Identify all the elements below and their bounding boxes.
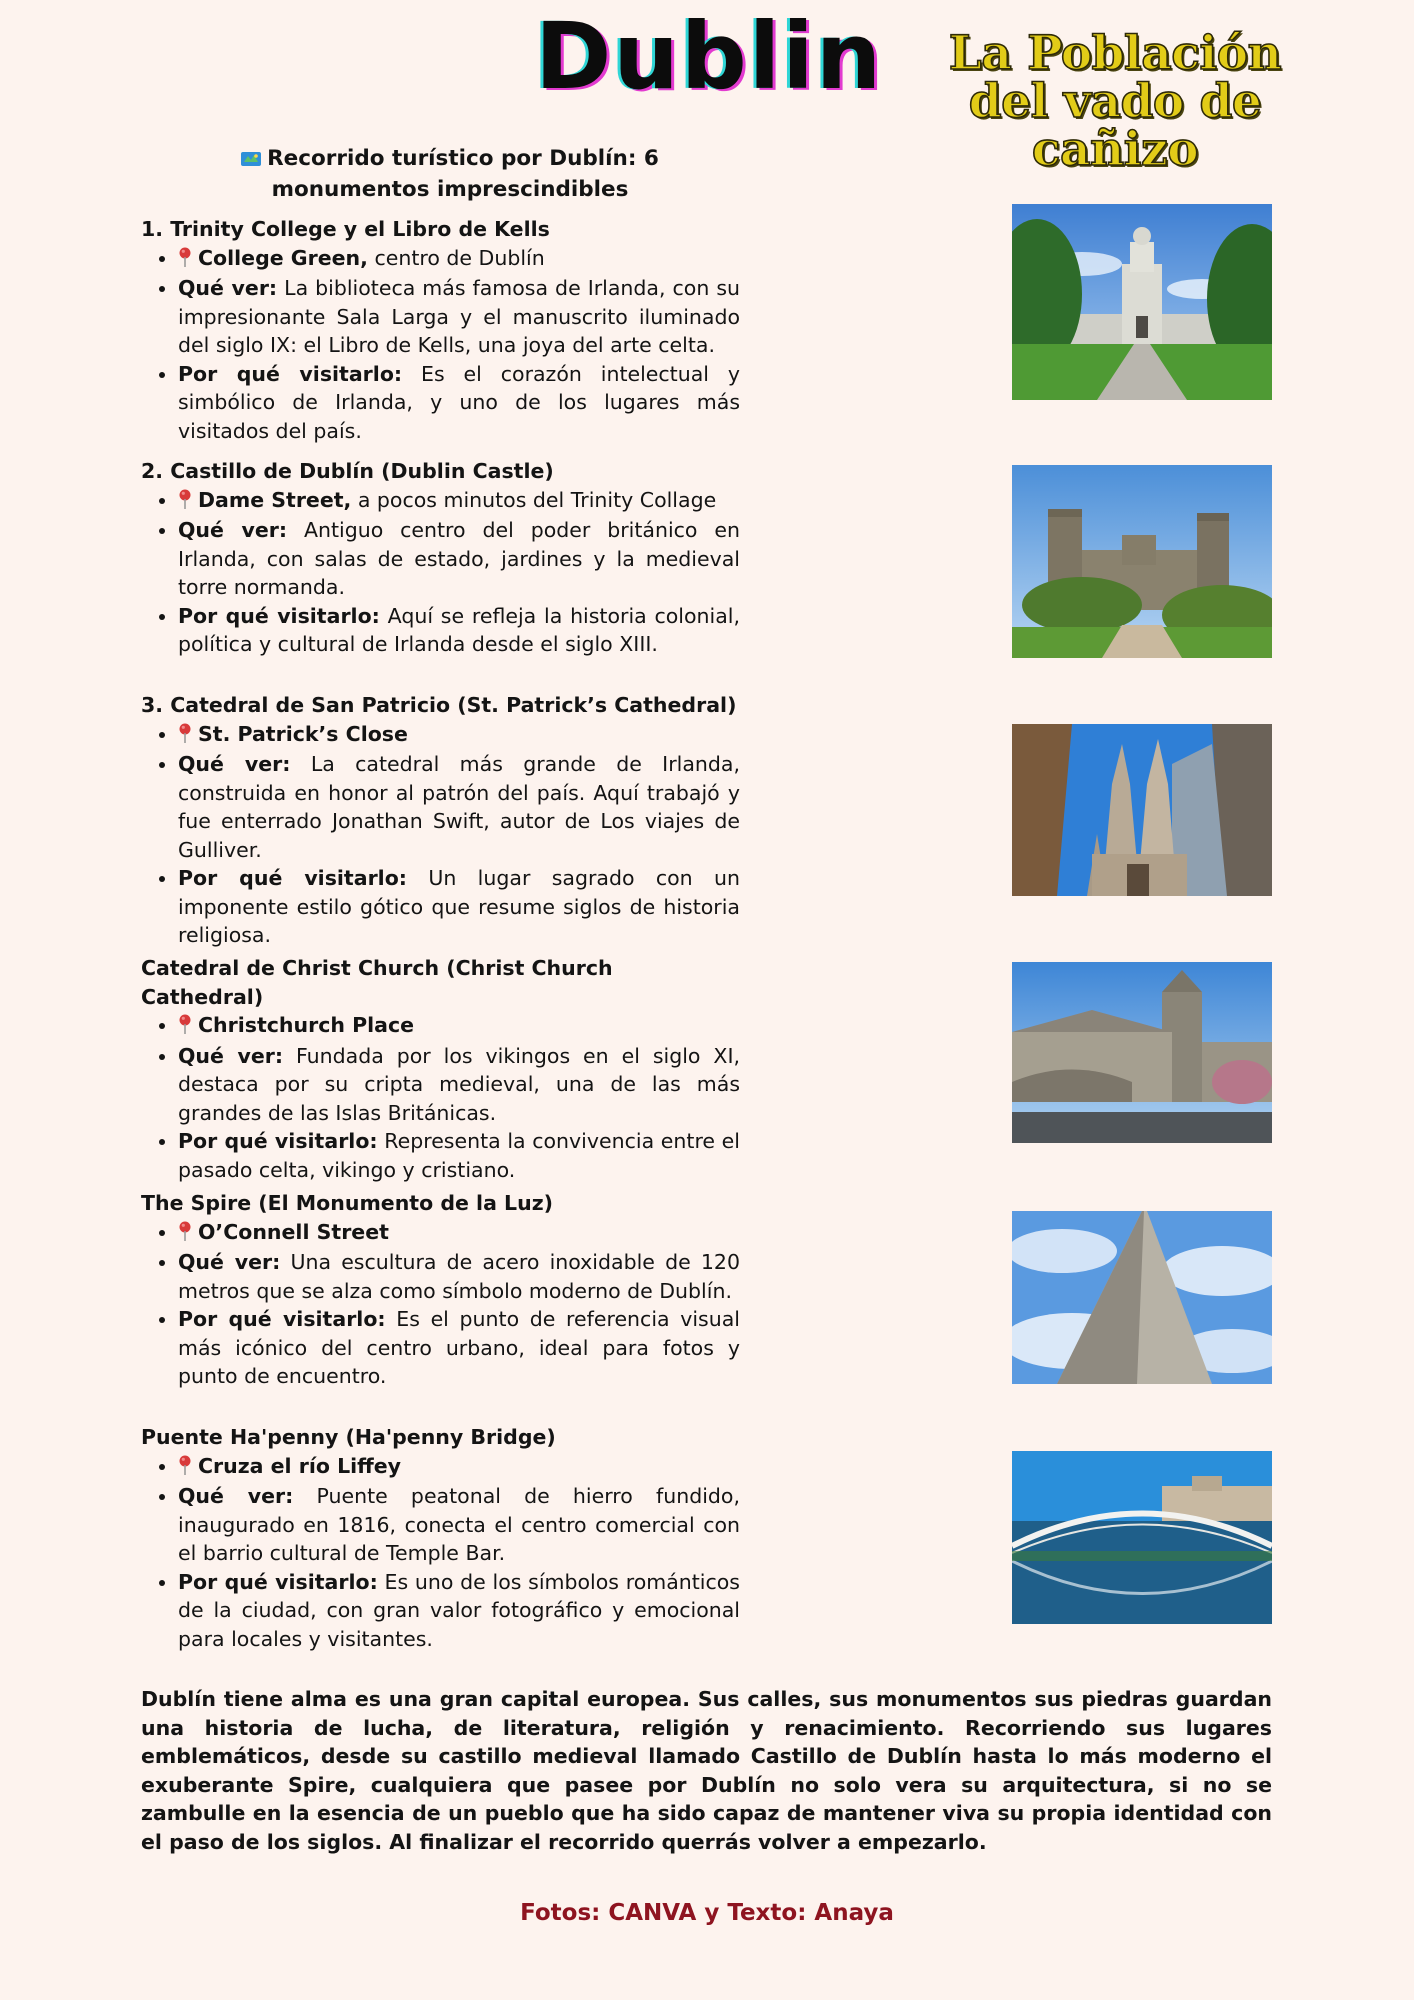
monument-section-st-patricks (141, 691, 740, 950)
why-label: Por qué visitarlo: (178, 361, 403, 386)
location-item (178, 486, 740, 517)
what-label: Qué ver: (178, 518, 288, 542)
photo-credits: Fotos: CANVA y Texto: Anaya (520, 1900, 894, 1926)
what-text: Fundada por los vikingos en el siglo XI, destaca por su cripta medieval, una de las más grandes de las Islas Británicas. (178, 1043, 741, 1125)
what-text: Una escultura de acero inoxidable de 120 metros que se alza como símbolo moderno de Dublín. (178, 1250, 740, 1303)
location-item (178, 244, 740, 275)
monument-section-hapenny (141, 1423, 740, 1653)
tour-heading-text: Recorrido turístico por Dublín: 6 monumentos imprescindibles (267, 146, 659, 202)
location-name: College Green, (198, 245, 368, 270)
tour-heading (160, 144, 740, 204)
location-item (178, 720, 740, 751)
spire-photo (1012, 1211, 1272, 1384)
what-text: Antiguo centro del poder británico en Irlanda, con salas de estado, jardines y la medieval torre normanda. (178, 518, 740, 599)
what-item (178, 516, 740, 602)
why-label: Por qué visitarlo: (178, 866, 407, 890)
what-item (178, 750, 740, 864)
why-label: Por qué visitarlo: (178, 1569, 378, 1594)
location-name: Cruza el río Liffey (198, 1453, 402, 1478)
why-item (178, 1127, 740, 1184)
section-title: 2. Castillo de Dublín (Dublin Castle) (141, 459, 554, 483)
what-item (178, 1042, 740, 1128)
location-item (178, 1011, 740, 1042)
pin-icon (178, 488, 192, 517)
why-item (178, 864, 740, 950)
why-text: Un lugar sagrado con un imponente estilo gótico que resume siglos de historia religiosa. (178, 866, 740, 947)
location-name: O’Connell Street (198, 1219, 389, 1244)
location-name: St. Patrick’s Close (198, 721, 408, 746)
pin-icon (178, 1013, 192, 1042)
what-label: Qué ver: (178, 1043, 284, 1068)
what-label: Qué ver: (178, 1484, 294, 1508)
st-patricks-photo (1012, 724, 1272, 896)
monument-section-christ-church (141, 954, 740, 1184)
why-item (178, 602, 740, 659)
pin-icon (178, 246, 192, 275)
what-label: Qué ver: (178, 276, 278, 300)
location-name: Christchurch Place (198, 1013, 415, 1037)
pin-icon (178, 1454, 192, 1483)
why-item (178, 360, 740, 446)
monument-section-spire (141, 1189, 740, 1391)
location-name: Dame Street, (198, 487, 352, 512)
location-item (178, 1218, 740, 1249)
location-detail: centro de Dublín (367, 245, 545, 270)
what-item (178, 274, 740, 360)
location-detail: a pocos minutos del Trinity Collage (351, 487, 717, 512)
pin-icon (178, 722, 192, 751)
why-text: Es el punto de referencia visual más icónico del centro urbano, ideal para fotos y punto de encuentro. (178, 1307, 740, 1388)
what-text: Puente peatonal de hierro fundido, inaugurado en 1816, conecta el centro comercial con el barrio cultural de Temple Bar. (178, 1484, 740, 1565)
section-title: Puente Ha'penny (Ha'penny Bridge) (141, 1425, 556, 1449)
why-text: Es uno de los símbolos románticos de la ciudad, con gran valor fotográfico y emocional para locales y visitantes. (178, 1569, 740, 1651)
why-item (178, 1305, 740, 1391)
why-text: Aquí se refleja la historia colonial, política y cultural de Irlanda desde el siglo XIII. (178, 603, 740, 656)
what-text: La biblioteca más famosa de Irlanda, con su impresionante Sala Larga y el manuscrito iluminado del siglo IX: el Libro de Kells, una joya del arte celta. (178, 276, 741, 357)
why-text: Es el corazón intelectual y simbólico de Irlanda, y uno de los lugares más visitados del país. (178, 361, 740, 443)
location-item (178, 1452, 740, 1483)
why-item (178, 1568, 740, 1654)
why-text: Representa la convivencia entre el pasado celta, vikingo y cristiano. (178, 1129, 740, 1182)
trinity-college-photo (1012, 204, 1272, 400)
why-label: Por qué visitarlo: (178, 1129, 378, 1153)
what-item (178, 1482, 740, 1568)
section-title: Catedral de Christ Church (Christ Church Cathedral) (141, 956, 613, 1009)
conclusion-paragraph: Dublín tiene alma es una gran capital europea. Sus calles, sus monumentos sus piedras guardan una historia de lucha, de literatura, religión y renacimiento. Recorriendo sus lugares emblemáticos, desde su castillo medieval llamado Castillo de Dublín hasta lo más moderno el exuberante Spire, cualquiera que pasee por Dublín no solo vera su arquitectura, si no se zambulle en la esencia de un pueblo que ha sido capaz de mantener viva su propia identidad con el paso de los siglos. Al finalizar el recorrido querrás volver a empezarlo. (141, 1687, 1272, 1854)
slogan-title: La Población del vado de cañizo (948, 26, 1282, 177)
monument-section-trinity (141, 215, 740, 445)
section-title: 3. Catedral de San Patricio (St. Patrick’s Cathedral) (141, 693, 737, 717)
page-title: Dublin (535, 3, 884, 110)
what-label: Qué ver: (178, 752, 291, 776)
section-title: The Spire (El Monumento de la Luz) (141, 1191, 553, 1215)
hapenny-bridge-photo (1012, 1451, 1272, 1624)
what-item (178, 1248, 740, 1305)
why-label: Por qué visitarlo: (178, 603, 380, 628)
section-title: 1. Trinity College y el Libro de Kells (141, 217, 550, 241)
pin-icon (178, 1220, 192, 1249)
why-label: Por qué visitarlo: (178, 1307, 386, 1331)
map-icon (241, 146, 261, 175)
what-text: La catedral más grande de Irlanda, construida en honor al patrón del país. Aquí trabajó y fue enterrado Jonathan Swift, autor de Los viajes de Gulliver. (178, 752, 740, 862)
monument-section-castle (141, 457, 740, 659)
christ-church-photo (1012, 962, 1272, 1143)
dublin-castle-photo (1012, 465, 1272, 658)
what-label: Qué ver: (178, 1250, 281, 1274)
